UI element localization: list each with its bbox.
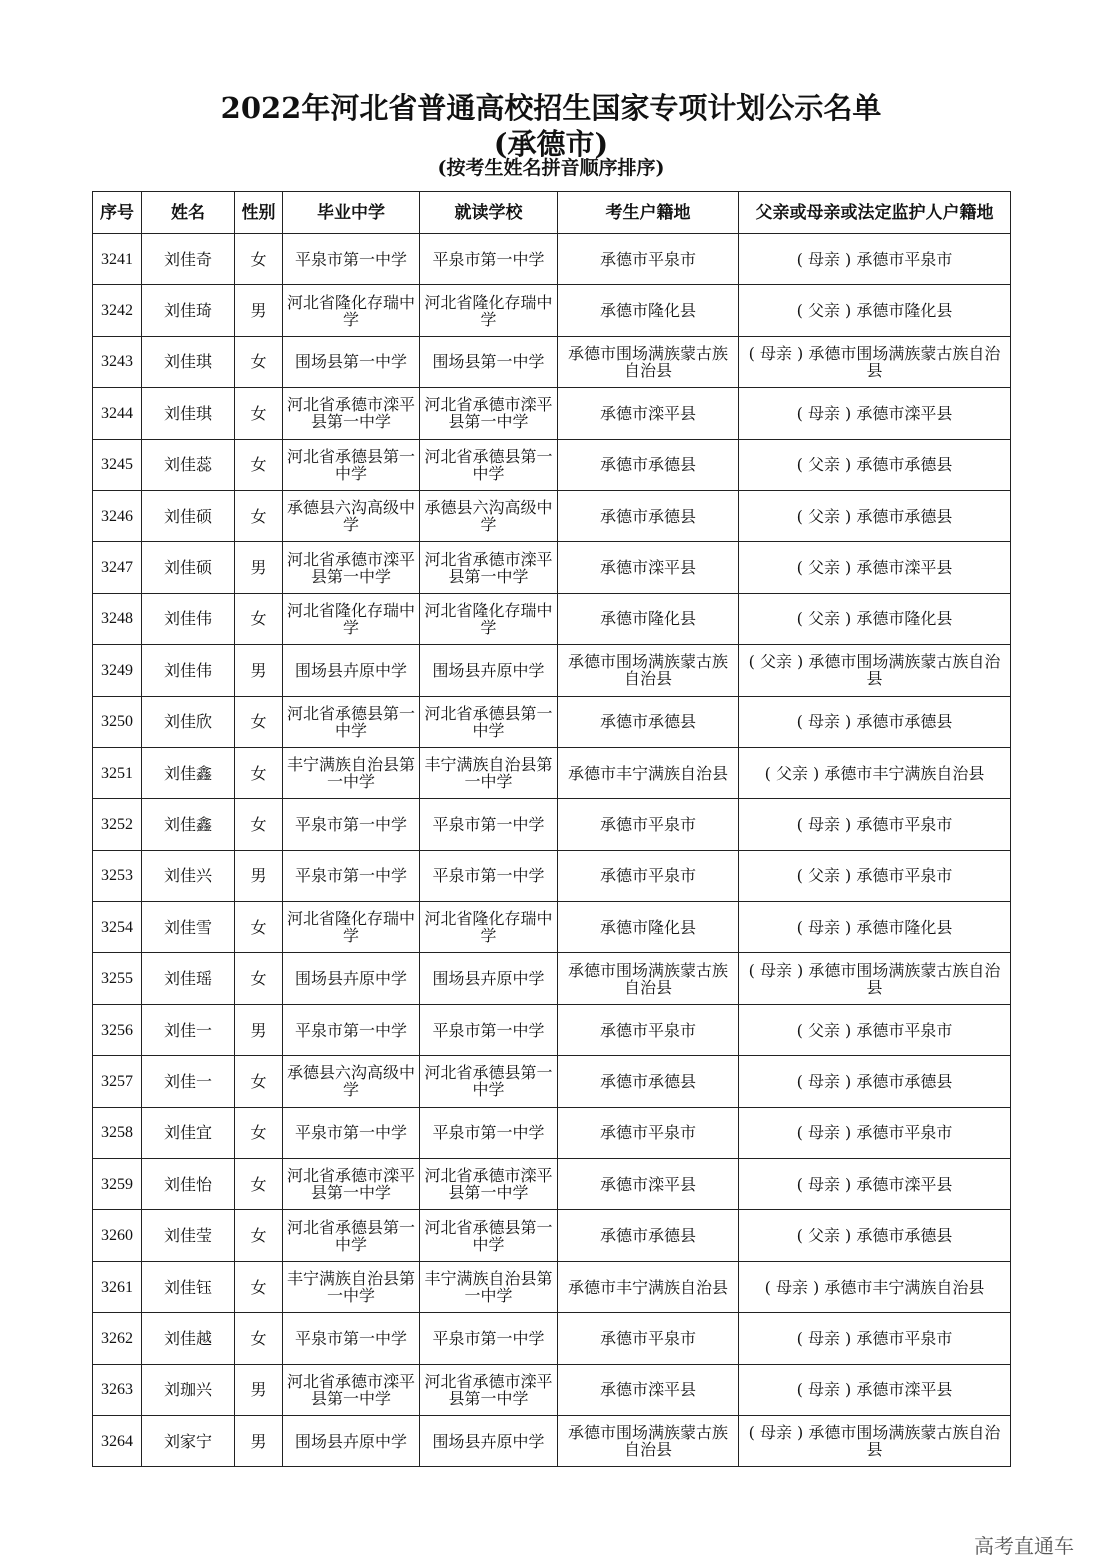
graduation-school-cell: 平泉市第一中学 [283, 1107, 420, 1158]
guardian-residence-cell: ( 母亲 ) 承德市滦平县 [739, 1364, 1011, 1415]
current-school-cell: 平泉市第一中学 [420, 1004, 558, 1055]
current-school-cell: 河北省隆化存瑞中学 [420, 902, 558, 953]
seq-cell: 3258 [93, 1107, 142, 1158]
current-school-cell: 丰宁满族自治县第一中学 [420, 1261, 558, 1312]
current-school-cell: 河北省隆化存瑞中学 [420, 593, 558, 644]
guardian-residence-cell: ( 父亲 ) 承德市承德县 [739, 1210, 1011, 1261]
candidate-residence-cell: 承德市隆化县 [558, 285, 739, 336]
name-cell: 刘佳鑫 [142, 799, 235, 850]
name-cell: 刘佳钰 [142, 1261, 235, 1312]
guardian-residence-cell: ( 父亲 ) 承德市隆化县 [739, 593, 1011, 644]
current-school-cell: 河北省隆化存瑞中学 [420, 285, 558, 336]
seq-cell: 3254 [93, 902, 142, 953]
guardian-residence-cell: ( 母亲 ) 承德市滦平县 [739, 388, 1011, 439]
table-row [93, 490, 1011, 541]
current-school-cell: 河北省承德县第一中学 [420, 439, 558, 490]
candidate-residence-cell: 承德市隆化县 [558, 902, 739, 953]
table-row [93, 336, 1011, 387]
gender-cell: 女 [235, 1313, 283, 1364]
gender-cell: 女 [235, 799, 283, 850]
guardian-residence-cell: ( 父亲 ) 承德市滦平县 [739, 542, 1011, 593]
current-school-cell: 围场县卉原中学 [420, 1415, 558, 1466]
seq-cell: 3260 [93, 1210, 142, 1261]
guardian-residence-cell: ( 母亲 ) 承德市滦平县 [739, 1159, 1011, 1210]
table-row [93, 1004, 1011, 1055]
seq-cell: 3248 [93, 593, 142, 644]
table-row [93, 747, 1011, 798]
guardian-residence-cell: ( 母亲 ) 承德市隆化县 [739, 902, 1011, 953]
graduation-school-cell: 平泉市第一中学 [283, 1313, 420, 1364]
guardian-residence-cell: ( 母亲 ) 承德市承德县 [739, 1056, 1011, 1107]
graduation-school-cell: 河北省隆化存瑞中学 [283, 285, 420, 336]
current-school-cell: 平泉市第一中学 [420, 1107, 558, 1158]
graduation-school-cell: 河北省承德市滦平县第一中学 [283, 388, 420, 439]
seq-cell: 3249 [93, 645, 142, 696]
gender-cell: 男 [235, 645, 283, 696]
candidate-residence-cell: 承德市丰宁满族自治县 [558, 747, 739, 798]
guardian-residence-cell: ( 母亲 ) 承德市平泉市 [739, 1313, 1011, 1364]
gender-cell: 女 [235, 953, 283, 1004]
gender-cell: 女 [235, 1107, 283, 1158]
table-row [93, 850, 1011, 901]
name-cell: 刘佳硕 [142, 490, 235, 541]
gender-cell: 女 [235, 490, 283, 541]
guardian-residence-cell: ( 母亲 ) 承德市平泉市 [739, 1107, 1011, 1158]
header-current-school: 就读学校 [420, 192, 558, 234]
table-row [93, 1159, 1011, 1210]
candidate-residence-cell: 承德市围场满族蒙古族自治县 [558, 1415, 739, 1466]
graduation-school-cell: 河北省承德市滦平县第一中学 [283, 1159, 420, 1210]
name-cell: 刘佳瑶 [142, 953, 235, 1004]
table-row [93, 953, 1011, 1004]
current-school-cell: 河北省承德县第一中学 [420, 696, 558, 747]
table-row [93, 1210, 1011, 1261]
candidate-residence-cell: 承德市丰宁满族自治县 [558, 1261, 739, 1312]
current-school-cell: 平泉市第一中学 [420, 799, 558, 850]
table-row [93, 439, 1011, 490]
name-cell: 刘佳伟 [142, 645, 235, 696]
table-row [93, 696, 1011, 747]
candidate-residence-cell: 承德市平泉市 [558, 1004, 739, 1055]
graduation-school-cell: 围场县卉原中学 [283, 1415, 420, 1466]
candidate-residence-cell: 承德市围场满族蒙古族自治县 [558, 953, 739, 1004]
gender-cell: 女 [235, 1261, 283, 1312]
sort-order-note: (按考生姓名拼音顺序排序) [437, 157, 665, 179]
name-cell: 刘佳欣 [142, 696, 235, 747]
graduation-school-cell: 河北省隆化存瑞中学 [283, 593, 420, 644]
seq-cell: 3250 [93, 696, 142, 747]
table-body [93, 234, 1011, 1467]
guardian-residence-cell: ( 母亲 ) 承德市丰宁满族自治县 [739, 1261, 1011, 1312]
document-subtitle-city: (承德市) [493, 127, 609, 161]
current-school-cell: 平泉市第一中学 [420, 850, 558, 901]
gender-cell: 女 [235, 593, 283, 644]
seq-cell: 3247 [93, 542, 142, 593]
table-header-row [93, 192, 1011, 234]
table-row [93, 542, 1011, 593]
name-cell: 刘佳一 [142, 1004, 235, 1055]
table-row [93, 593, 1011, 644]
seq-cell: 3243 [93, 336, 142, 387]
name-cell: 刘佳硕 [142, 542, 235, 593]
gender-cell: 男 [235, 285, 283, 336]
seq-cell: 3252 [93, 799, 142, 850]
candidate-residence-cell: 承德市围场满族蒙古族自治县 [558, 336, 739, 387]
guardian-residence-cell: ( 父亲 ) 承德市围场满族蒙古族自治县 [739, 645, 1011, 696]
name-cell: 刘佳一 [142, 1056, 235, 1107]
guardian-residence-cell: ( 父亲 ) 承德市隆化县 [739, 285, 1011, 336]
table-row [93, 1107, 1011, 1158]
graduation-school-cell: 围场县卉原中学 [283, 953, 420, 1004]
candidate-residence-cell: 承德市滦平县 [558, 1364, 739, 1415]
name-cell: 刘佳雪 [142, 902, 235, 953]
seq-cell: 3244 [93, 388, 142, 439]
seq-cell: 3245 [93, 439, 142, 490]
guardian-residence-cell: ( 父亲 ) 承德市承德县 [739, 439, 1011, 490]
gender-cell: 女 [235, 902, 283, 953]
guardian-residence-cell: ( 母亲 ) 承德市围场满族蒙古族自治县 [739, 1415, 1011, 1466]
graduation-school-cell: 河北省承德县第一中学 [283, 696, 420, 747]
table-row [93, 388, 1011, 439]
graduation-school-cell: 平泉市第一中学 [283, 799, 420, 850]
gender-cell: 女 [235, 1056, 283, 1107]
seq-cell: 3246 [93, 490, 142, 541]
seq-cell: 3251 [93, 747, 142, 798]
candidate-residence-cell: 承德市承德县 [558, 1056, 739, 1107]
table-row [93, 799, 1011, 850]
current-school-cell: 丰宁满族自治县第一中学 [420, 747, 558, 798]
table-row [93, 1261, 1011, 1312]
seq-cell: 3264 [93, 1415, 142, 1466]
current-school-cell: 围场县第一中学 [420, 336, 558, 387]
candidate-roster-table [92, 191, 1011, 1467]
graduation-school-cell: 河北省承德市滦平县第一中学 [283, 542, 420, 593]
graduation-school-cell: 承德县六沟高级中学 [283, 1056, 420, 1107]
gender-cell: 女 [235, 696, 283, 747]
current-school-cell: 平泉市第一中学 [420, 234, 558, 285]
guardian-residence-cell: ( 母亲 ) 承德市围场满族蒙古族自治县 [739, 953, 1011, 1004]
name-cell: 刘佳越 [142, 1313, 235, 1364]
graduation-school-cell: 河北省承德县第一中学 [283, 439, 420, 490]
guardian-residence-cell: ( 父亲 ) 承德市承德县 [739, 490, 1011, 541]
graduation-school-cell: 丰宁满族自治县第一中学 [283, 1261, 420, 1312]
header-guardian-residence: 父亲或母亲或法定监护人户籍地 [739, 192, 1011, 234]
current-school-cell: 河北省承德市滦平县第一中学 [420, 1364, 558, 1415]
current-school-cell: 围场县卉原中学 [420, 645, 558, 696]
candidate-residence-cell: 承德市滦平县 [558, 542, 739, 593]
name-cell: 刘佳莹 [142, 1210, 235, 1261]
candidate-residence-cell: 承德市平泉市 [558, 234, 739, 285]
gender-cell: 男 [235, 542, 283, 593]
graduation-school-cell: 河北省隆化存瑞中学 [283, 902, 420, 953]
candidate-residence-cell: 承德市平泉市 [558, 850, 739, 901]
candidate-residence-cell: 承德市滦平县 [558, 1159, 739, 1210]
gender-cell: 男 [235, 1415, 283, 1466]
table-row [93, 1056, 1011, 1107]
seq-cell: 3263 [93, 1364, 142, 1415]
graduation-school-cell: 承德县六沟高级中学 [283, 490, 420, 541]
name-cell: 刘佳鑫 [142, 747, 235, 798]
gender-cell: 女 [235, 336, 283, 387]
table-row [93, 645, 1011, 696]
gender-cell: 女 [235, 1159, 283, 1210]
name-cell: 刘佳兴 [142, 850, 235, 901]
name-cell: 刘佳伟 [142, 593, 235, 644]
guardian-residence-cell: ( 母亲 ) 承德市围场满族蒙古族自治县 [739, 336, 1011, 387]
graduation-school-cell: 平泉市第一中学 [283, 234, 420, 285]
gender-cell: 女 [235, 234, 283, 285]
table-row [93, 285, 1011, 336]
graduation-school-cell: 河北省承德市滦平县第一中学 [283, 1364, 420, 1415]
seq-cell: 3257 [93, 1056, 142, 1107]
current-school-cell: 河北省承德县第一中学 [420, 1056, 558, 1107]
gender-cell: 女 [235, 388, 283, 439]
name-cell: 刘佳蕊 [142, 439, 235, 490]
graduation-school-cell: 围场县第一中学 [283, 336, 420, 387]
candidate-residence-cell: 承德市平泉市 [558, 799, 739, 850]
seq-cell: 3242 [93, 285, 142, 336]
seq-cell: 3261 [93, 1261, 142, 1312]
name-cell: 刘佳宜 [142, 1107, 235, 1158]
watermark: 高考直通车 [974, 1534, 1074, 1558]
candidate-residence-cell: 承德市承德县 [558, 439, 739, 490]
candidate-residence-cell: 承德市承德县 [558, 490, 739, 541]
header-seq: 序号 [93, 192, 142, 234]
gender-cell: 男 [235, 1004, 283, 1055]
table-row [93, 1364, 1011, 1415]
gender-cell: 男 [235, 1364, 283, 1415]
name-cell: 刘佳琪 [142, 388, 235, 439]
graduation-school-cell: 河北省承德县第一中学 [283, 1210, 420, 1261]
guardian-residence-cell: ( 父亲 ) 承德市丰宁满族自治县 [739, 747, 1011, 798]
guardian-residence-cell: ( 母亲 ) 承德市承德县 [739, 696, 1011, 747]
gender-cell: 女 [235, 747, 283, 798]
guardian-residence-cell: ( 父亲 ) 承德市平泉市 [739, 1004, 1011, 1055]
current-school-cell: 承德县六沟高级中学 [420, 490, 558, 541]
seq-cell: 3255 [93, 953, 142, 1004]
gender-cell: 男 [235, 850, 283, 901]
seq-cell: 3253 [93, 850, 142, 901]
current-school-cell: 围场县卉原中学 [420, 953, 558, 1004]
graduation-school-cell: 平泉市第一中学 [283, 850, 420, 901]
seq-cell: 3262 [93, 1313, 142, 1364]
name-cell: 刘佳琦 [142, 285, 235, 336]
candidate-residence-cell: 承德市平泉市 [558, 1313, 739, 1364]
table-row [93, 902, 1011, 953]
table-row [93, 234, 1011, 285]
seq-cell: 3256 [93, 1004, 142, 1055]
candidate-residence-cell: 承德市平泉市 [558, 1107, 739, 1158]
gender-cell: 女 [235, 439, 283, 490]
current-school-cell: 平泉市第一中学 [420, 1313, 558, 1364]
header-name: 姓名 [142, 192, 235, 234]
candidate-residence-cell: 承德市滦平县 [558, 388, 739, 439]
table-row [93, 1313, 1011, 1364]
name-cell: 刘佳琪 [142, 336, 235, 387]
guardian-residence-cell: ( 母亲 ) 承德市平泉市 [739, 799, 1011, 850]
graduation-school-cell: 丰宁满族自治县第一中学 [283, 747, 420, 798]
current-school-cell: 河北省承德市滦平县第一中学 [420, 388, 558, 439]
graduation-school-cell: 围场县卉原中学 [283, 645, 420, 696]
header-candidate-residence: 考生户籍地 [558, 192, 739, 234]
gender-cell: 女 [235, 1210, 283, 1261]
header-gender: 性别 [235, 192, 283, 234]
name-cell: 刘佳怡 [142, 1159, 235, 1210]
candidate-residence-cell: 承德市围场满族蒙古族自治县 [558, 645, 739, 696]
candidate-residence-cell: 承德市承德县 [558, 696, 739, 747]
current-school-cell: 河北省承德市滦平县第一中学 [420, 542, 558, 593]
guardian-residence-cell: ( 母亲 ) 承德市平泉市 [739, 234, 1011, 285]
guardian-residence-cell: ( 父亲 ) 承德市平泉市 [739, 850, 1011, 901]
name-cell: 刘家宁 [142, 1415, 235, 1466]
candidate-residence-cell: 承德市隆化县 [558, 593, 739, 644]
candidate-residence-cell: 承德市承德县 [558, 1210, 739, 1261]
document-title: 2022年河北省普通高校招生国家专项计划公示名单 [220, 91, 882, 125]
current-school-cell: 河北省承德县第一中学 [420, 1210, 558, 1261]
seq-cell: 3241 [93, 234, 142, 285]
table-row [93, 1415, 1011, 1466]
name-cell: 刘珈兴 [142, 1364, 235, 1415]
name-cell: 刘佳奇 [142, 234, 235, 285]
graduation-school-cell: 平泉市第一中学 [283, 1004, 420, 1055]
header-graduation-school: 毕业中学 [283, 192, 420, 234]
current-school-cell: 河北省承德市滦平县第一中学 [420, 1159, 558, 1210]
seq-cell: 3259 [93, 1159, 142, 1210]
